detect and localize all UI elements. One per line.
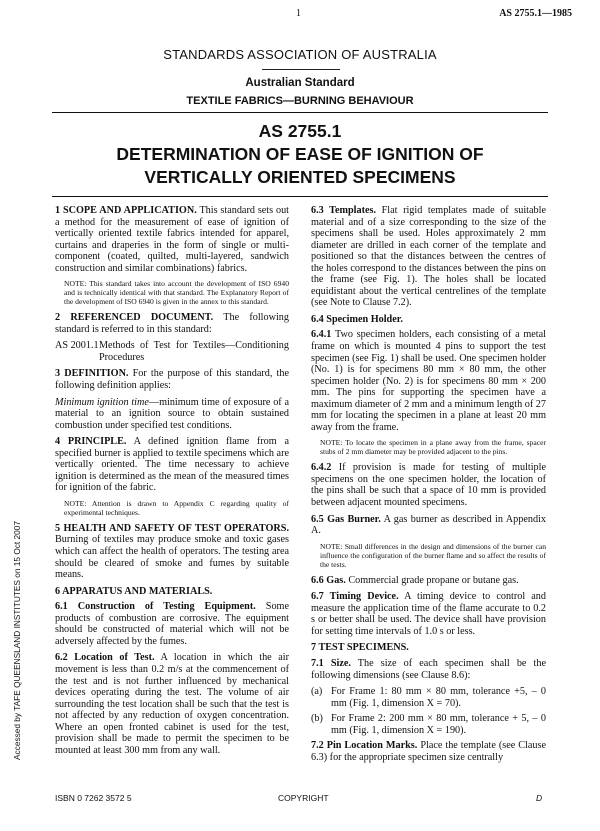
size-item-b [311, 713, 546, 736]
right-column [311, 205, 546, 768]
definition-entry [55, 397, 289, 432]
standard-subject: TEXTILE FABRICS—BURNING BEHAVIOUR [186, 95, 414, 107]
clause-heading: 6.2 Location of Test. [55, 652, 155, 664]
section-referenced-document [55, 312, 289, 335]
document-title [0, 120, 600, 189]
size-item-a [311, 686, 546, 709]
footer-code: D [536, 793, 543, 803]
page-number: 1 [296, 8, 301, 19]
title-top-rule [52, 112, 548, 113]
clause-text: The size of each specimen shall be the following dimensions (see Clause 8.6): [311, 657, 546, 681]
reference-title: Methods of Test for Textiles—Conditioning Procedures [99, 340, 289, 363]
clause-text: Place the template (see Clause 6.3) for the appropriate specimen size centrally [311, 740, 546, 763]
reference-entry [55, 340, 289, 363]
title-line-2: DETERMINATION OF EASE OF IGNITION OF [116, 144, 484, 164]
gas-burner-note: NOTE: Small differences in the design and dimensions of the burner can influence the configuration of the burner flame and so affect the results of the tests. [320, 541, 546, 569]
access-watermark: Accessed by TAFE QUEENSLAND INSTITUTES on 15 Oct 2007 [12, 520, 22, 760]
clause-text: Commercial grade propane or butane gas. [345, 574, 519, 586]
standard-kind: Australian Standard [245, 77, 355, 89]
section-health-safety [55, 523, 289, 581]
standard-number: AS 2755.1—1985 [499, 8, 572, 19]
clause-templates [311, 205, 546, 309]
item-label: (b) [311, 713, 323, 725]
clause-text: A gas burner as described in Appendix A. [311, 513, 546, 537]
clause-heading: 6.7 Timing Device. [311, 591, 399, 603]
title-line-3: VERTICALLY ORIENTED SPECIMENS [144, 167, 456, 187]
section-test-specimens-heading: 7 TEST SPECIMENS. [311, 642, 409, 654]
clause-6-4-1 [311, 329, 546, 433]
section-text: For the purpose of this standard, the following definition applies: [55, 368, 290, 392]
clause-heading: 6.3 Templates. [311, 205, 377, 216]
clause-gas [311, 575, 546, 587]
clause-text: If provision is made for testing of multiple specimens on the one specimen holder, the location of the pins shall be such that a space of 10 mm is provided between adjacent mounted specimens. [311, 462, 546, 509]
section-principle [55, 436, 289, 494]
clause-heading: 6.5 Gas Burner. [311, 513, 381, 525]
clause-heading: 6.4.1 [311, 329, 332, 341]
section-heading: 1 SCOPE AND APPLICATION. [55, 205, 197, 216]
section-text: Burning of textiles may produce smoke and toxic gases which can affect the health of operators. The testing area should be cleared of smoke and fumes by suitable means. [55, 534, 289, 581]
clause-text: A timing device to control and measure the application time of the flame accurate to 0.2 s or better shall be used. The device shall have provision for setting time intervals of 1.0 s or less. [311, 591, 546, 637]
section-text: A defined ignition flame from a specified burner is applied to textile specimens which are vertically oriented. The time necessary to achieve ignition is determined as the mean of the measured times for ignition of the fabric. [55, 436, 289, 494]
section-apparatus-heading: 6 APPARATUS AND MATERIALS. [55, 585, 213, 597]
reference-number: AS 2001.1 [55, 340, 99, 352]
section-text: The following standard is referred to in this standard: [55, 312, 289, 335]
organization-rule [262, 69, 340, 70]
organization-name: STANDARDS ASSOCIATION OF AUSTRALIA [163, 47, 437, 62]
item-text: For Frame 2: 200 mm × 80 mm, tolerance + 5, – 0 mm (Fig. 1, dimension X = 190). [331, 713, 546, 736]
clause-specimen-holder-heading: 6.4 Specimen Holder. [311, 313, 403, 325]
clause-heading: 6.4.2 [311, 462, 332, 474]
clause-heading: 7.2 Pin Location Marks. [311, 740, 418, 752]
left-column [55, 205, 289, 761]
specimen-holder-note: NOTE: To locate the specimen in a plane away from the frame, spacer stubs of 2 mm diameter may be provided adjacent to the pins. [320, 438, 546, 457]
section-text: This standard sets out a method for the measurement of ease of ignition of vertically oriented textile fabrics intended for apparel, curtains and draperies in the form of single or multi-component (coated, quilted, multi-layered, sandwich construction and similar combinations) fabrics. [55, 205, 289, 274]
section-heading: 2 REFERENCED DOCUMENT. [55, 312, 214, 324]
footer-copyright: COPYRIGHT [278, 793, 329, 803]
clause-6-4-2 [311, 462, 546, 508]
section-heading: 5 HEALTH AND SAFETY OF TEST OPERATORS. [55, 522, 289, 534]
clause-size [311, 658, 546, 681]
principle-note: NOTE: Attention is drawn to Appendix C regarding quality of experimental techniques. [64, 498, 289, 517]
clause-text: Flat rigid templates made of suitable material and of a size corresponding to the size of the specimens shall be used. Holes approximately 2 mm diameter are drilled in each corner of the template and positioned so that the distances between the centres of the holes correspond to the distances between the pins on the frame (see Fig. 1). The holes shall be located equidistant about the vertical centrelines of the template (see Note to Clause 7.2). [311, 205, 546, 309]
clause-timing-device [311, 591, 546, 637]
item-label: (a) [311, 686, 323, 698]
definition-text: —minimum time of exposure of a material to an ignition source to obtain sustained combustion under specified test conditions. [55, 396, 289, 431]
clause-pin-location-marks [311, 740, 546, 763]
section-heading: 4 PRINCIPLE. [55, 436, 127, 448]
scope-note: NOTE: This standard takes into account the development of ISO 6940 and is technically identical with that standard. The Explanatory Report of the development of ISO 6940 is given in the annex to this standard. [64, 279, 289, 307]
definition-term: Minimum ignition time [55, 396, 149, 408]
title-line-1: AS 2755.1 [258, 121, 342, 141]
clause-construction [55, 601, 289, 647]
clause-heading: 6.6 Gas. [311, 574, 346, 586]
section-heading: 3 DEFINITION. [55, 368, 129, 380]
title-bottom-rule [52, 196, 548, 197]
item-text: For Frame 1: 80 mm × 80 mm, tolerance +5, – 0 mm (Fig. 1, dimension X = 70). [331, 686, 546, 709]
clause-text: Two specimen holders, each consisting of a metal frame on which is mounted 4 pins to support the test specimen (see Fig. 1) shall be used. One specimen holder (No. 1) is for specimens 80 mm × 80 mm, the other specimen holder (No. 2) is for specimens 80 mm × 200 mm. The pins for supporting the specimen have a maximum diameter of 2 mm and a minimum length of 27 mm for locating the specimen in a plane at least 20 mm away from the frame. [311, 329, 546, 433]
clause-gas-burner [311, 514, 546, 537]
section-scope [55, 205, 289, 274]
clause-location [55, 652, 289, 756]
clause-text: Some products of combustion are corrosive. The equipment should be constructed of material which will not be adversely affected by the fumes. [55, 601, 289, 647]
clause-heading: 6.1 Construction of Testing Equipment. [55, 601, 256, 613]
clause-text: A location in which the air movement is less than 0.2 m/s at the commencement of the test and is not further influenced by mechanical devices operating during the test. The volume of air surrounding the test location shall be such that the test is not affected by any reduction of oxygen concentration. Where an open fronted cabinet is used for the test, provision shall be made to permit the specimen to be mounted at least 300 mm from any wall. [55, 652, 290, 756]
footer-isbn: ISBN 0 7262 3572 5 [55, 793, 132, 803]
section-definition [55, 368, 289, 391]
clause-heading: 7.1 Size. [311, 657, 351, 669]
